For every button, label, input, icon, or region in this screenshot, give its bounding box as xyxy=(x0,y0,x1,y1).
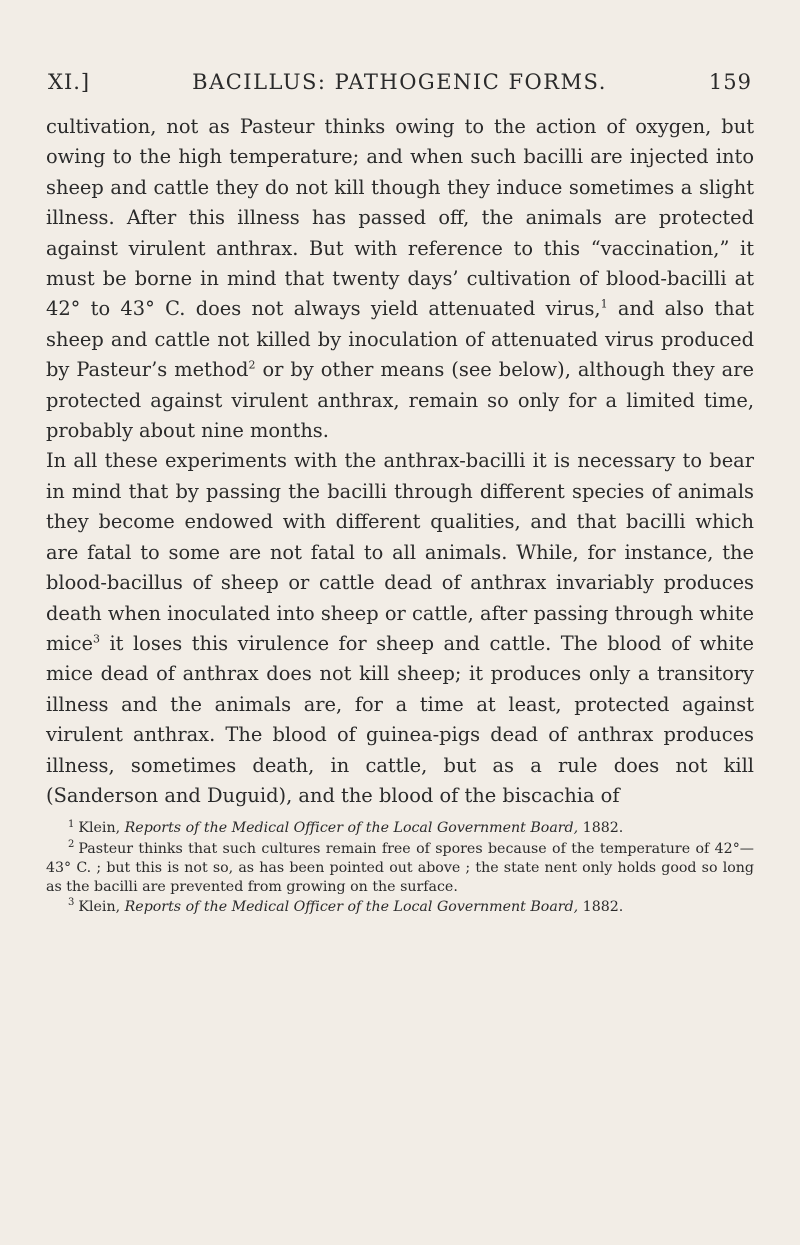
text-run: or by other means (see below), although they are protected against virulent anthrax, remain so only for a limited time, probably about nine months. xyxy=(46,358,754,443)
footnote-1 xyxy=(46,819,754,838)
text-run: it loses this virulence for sheep and cattle. The blood of white mice dead of anthrax does not kill sheep; it produces only a transitory illness and the animals are, for a time at least, protected against virulent anthrax. The blood of guinea-pigs dead of anthrax produces illness, sometimes death, in cattle, but as a rule does not kill (Sanderson and Duguid), and the blood of the biscachia of xyxy=(46,631,754,807)
running-title: BACILLUS: PATHOGENIC FORMS. xyxy=(192,70,607,94)
text-run: In all these experiments with the anthrax-bacilli it is necessary to bear in mind that by passing the bacilli through different species of animals they become endowed with different qualities, and that bacilli which are fatal to some are not fatal to all animals. While, for instance, the blood-bacillus of sheep or cattle dead of anthrax invariably produces death when inoculated into sheep or cattle, after passing through white mice xyxy=(46,449,754,655)
text-run: and also that sheep and cattle not killed by inoculation of attenuated virus produced by Pasteur’s method xyxy=(46,297,754,382)
footnote-mark: 3 xyxy=(68,897,75,909)
footnote-citation: Reports of the Medical Officer of the Local Government Board, xyxy=(124,899,579,916)
footnote-ref-3: 3 xyxy=(92,632,100,646)
footnote-ref-1: 1 xyxy=(600,297,608,311)
book-page xyxy=(46,70,754,918)
footnote-mark: 1 xyxy=(68,818,75,830)
paragraph-2 xyxy=(46,446,754,811)
body-text xyxy=(46,112,754,811)
footnote-citation: Reports of the Medical Officer of the Local Government Board, xyxy=(124,820,579,837)
text-run: cultivation, not as Pasteur thinks owing to the action of oxygen, but owing to the high temperature; and when such bacilli are injected into sheep and cattle they do not kill though they induce sometimes a slight illness. After this illness has passed off, the animals are protected against virulent anthrax. But with reference to this “vaccination,” it must be borne in mind that twenty days’ cultivation of blood-bacilli at 42° to 43° C. does not always yield attenuated virus, xyxy=(46,115,754,321)
paragraph-1 xyxy=(46,112,754,446)
chapter-number: XI.] xyxy=(48,70,91,94)
footnote-text: 1882. xyxy=(578,820,624,837)
page-number: 159 xyxy=(708,70,752,94)
footnote-author: Klein, xyxy=(78,899,121,916)
footnote-author: Klein, xyxy=(78,820,121,837)
footnote-text: Pasteur thinks that such cultures remain free of spores because of the temperature of 42°—43° C. ; but this is not so, as has been pointed out above ; the state nent only holds good so long as the bacilli are prevented from growing on the surface. xyxy=(46,840,754,895)
running-head xyxy=(46,70,754,94)
footnote-3 xyxy=(46,898,754,917)
footnote-ref-2: 2 xyxy=(248,358,256,372)
footnote-mark: 2 xyxy=(68,838,75,850)
footnotes xyxy=(46,819,754,917)
footnote-text: 1882. xyxy=(578,899,624,916)
footnote-2 xyxy=(46,840,754,898)
